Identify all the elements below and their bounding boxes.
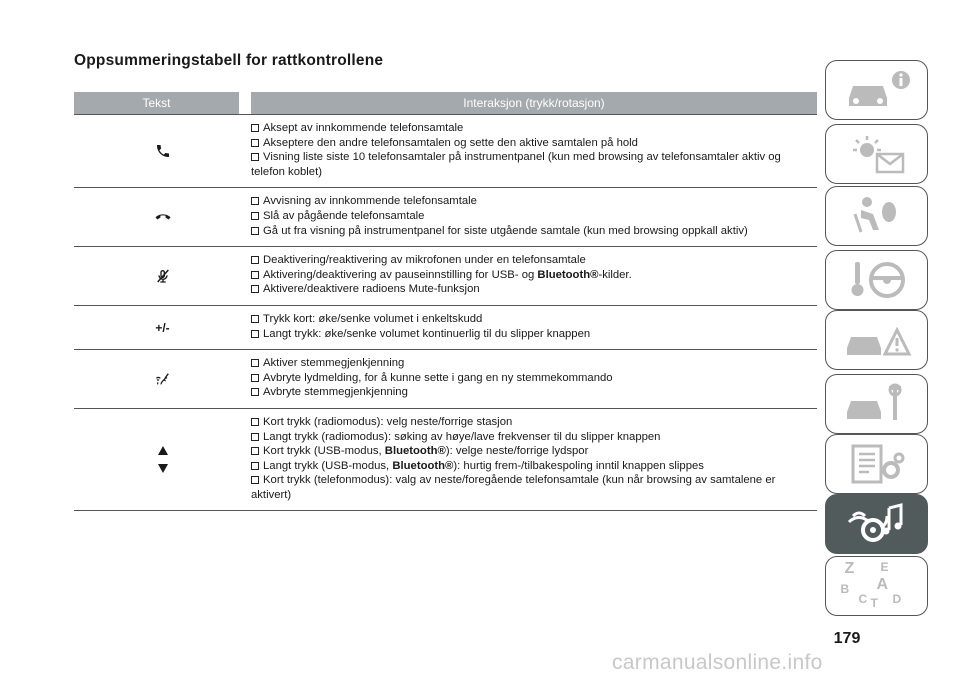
seat-airbag-icon [841,194,913,238]
car-maintenance-tools-icon [841,382,913,426]
warning-lights-mail-icon [841,132,913,176]
checkbox-bullet-icon [251,153,259,161]
table-row [74,188,817,247]
table-row [74,247,817,306]
page-number: 179 [833,630,861,647]
volume-plus-minus-label: +/- [155,320,170,335]
checkbox-bullet-icon [251,476,259,484]
list-item: Kort trykk (telefonmodus): valg av neste/foregående telefonsamtale (kun når browsing av samtalene er aktivert) [251,474,776,501]
list-item: Aktivering/deaktivering av pauseinnstilling for USB- og Bluetooth®-kilder. [251,268,817,283]
steering-controls-table [74,92,817,511]
checkbox-bullet-icon [251,462,259,470]
car-accident-warning-icon [841,318,913,362]
list-item: Aktiver stemmegjenkjenning [251,356,817,371]
list-item: Gå ut fra visning på instrumentpanel for siste utgående samtale (kun med browsing oppkall aktiv) [251,224,817,239]
list-item: Langt trykk (radiomodus): søking av høye/lave frekvenser til du slipper knappen [251,430,817,445]
list-item: Aktivere/deaktivere radioens Mute-funksjon [251,282,817,297]
key-steering-wheel-icon [841,258,913,302]
checkbox-bullet-icon [251,212,259,220]
alphabetical-index-icon: Z E A B C T D [840,560,902,610]
chapter-tab-specifications-gears[interactable] [825,434,928,494]
list-item: Deaktivering/reaktivering av mikrofonen under en telefonsamtale [251,253,817,268]
checkbox-bullet-icon [251,359,259,367]
chapter-tab-car-info[interactable] [825,60,928,120]
chapter-tab-warning-lights-mail[interactable] [825,124,928,184]
table-row [74,350,817,409]
checkbox-bullet-icon [251,271,259,279]
list-item: Langt trykk: øke/senke volumet kontinuerlig til du slipper knappen [251,327,817,342]
list-item: Aksept av innkommende telefonsamtale [251,121,817,136]
mute-icon [155,268,171,284]
list-item: Trykk kort: øke/senke volumet i enkeltskudd [251,312,817,327]
checkbox-bullet-icon [251,418,259,426]
header-text-column: Tekst [142,96,171,110]
chapter-tab-alphabetical-index[interactable] [825,556,928,616]
list-item: Avbryte stemmegjenkjenning [251,385,817,400]
checkbox-bullet-icon [251,197,259,205]
specifications-gears-icon [841,442,913,486]
checkbox-bullet-icon [251,447,259,455]
multimedia-music-icon [841,500,913,548]
table-header [74,92,817,114]
checkbox-bullet-icon [251,374,259,382]
checkbox-bullet-icon [251,124,259,132]
phone-hangup-icon [155,212,171,222]
car-info-icon [841,68,913,112]
list-item: Kort trykk (USB-modus, Bluetooth®): velge neste/forrige lydspor [251,444,817,459]
list-item: Slå av pågående telefonsamtale [251,209,817,224]
table-row [74,306,817,350]
table-body [74,114,817,511]
checkbox-bullet-icon [251,433,259,441]
header-interaction-column: Interaksjon (trykk/rotasjon) [463,96,605,110]
list-item: Kort trykk (radiomodus): velg neste/forrige stasjon [251,415,817,430]
watermark: carmanualsonline.info [612,651,823,674]
checkbox-bullet-icon [251,139,259,147]
chapter-tab-car-maintenance-tools[interactable] [825,374,928,434]
checkbox-bullet-icon [251,315,259,323]
list-item: Visning liste siste 10 telefonsamtaler på instrumentpanel (kun med browsing av telefonsamtaler aktiv og telefon koblet) [251,151,781,178]
checkbox-bullet-icon [251,227,259,235]
page-title: Oppsummeringstabell for rattkontrollene [74,52,384,69]
table-row [74,114,817,188]
checkbox-bullet-icon [251,285,259,293]
list-item: Avvisning av innkommende telefonsamtale [251,194,817,209]
list-item: Akseptere den andre telefonsamtalen og sette den aktive samtalen på hold [251,136,817,151]
arrows-up-down-icon [156,442,170,478]
table-row [74,409,817,512]
checkbox-bullet-icon [251,388,259,396]
voice-command-icon [155,371,171,387]
phone-answer-icon [155,143,171,159]
chapter-tab-seat-airbag[interactable] [825,186,928,246]
checkbox-bullet-icon [251,330,259,338]
list-item: Avbryte lydmelding, for å kunne sette i gang en ny stemmekommando [251,371,817,386]
list-item: Langt trykk (USB-modus, Bluetooth®): hurtig frem-/tilbakespoling inntil knappen slippes [251,459,817,474]
chapter-tab-multimedia-music[interactable] [825,494,928,554]
checkbox-bullet-icon [251,256,259,264]
chapter-tab-car-accident-warning[interactable] [825,310,928,370]
chapter-tab-key-steering-wheel[interactable] [825,250,928,310]
